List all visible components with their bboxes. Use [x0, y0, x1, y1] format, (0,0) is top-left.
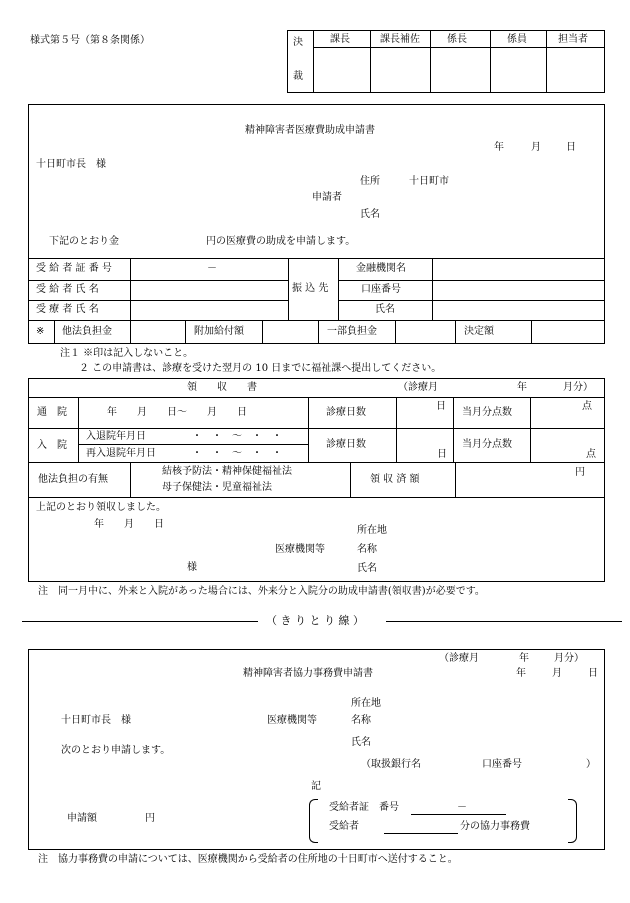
app2-cert-label: 受給者証 番号	[329, 802, 399, 813]
app1-address-value: 十日町市	[409, 176, 449, 187]
approval-col-tantosha: 担当者	[558, 34, 588, 45]
outpatient-point-unit: 点	[582, 401, 592, 412]
form-number: 様式第５号（第８条関係）	[30, 35, 150, 46]
approval-col-kachohosa: 課長補佐	[380, 34, 420, 45]
received-statement: 上記のとおり領収しました。	[36, 502, 166, 513]
inpatient-points-label: 当月分点数	[462, 439, 512, 450]
receipt-person-name-label: 氏名	[357, 563, 377, 574]
note-1: 注１ ※印は記入しないこと。	[60, 348, 194, 359]
recipient-id-dash: －	[207, 263, 217, 274]
outpatient-points-label: 当月分点数	[462, 407, 512, 418]
approval-col-kacho: 課長	[330, 34, 350, 45]
app2-bank-suffix: ）	[586, 759, 596, 770]
inpatient-days-label: 診療日数	[326, 439, 366, 450]
app1-request-suffix: 円の医療費の助成を申請します。	[206, 236, 356, 247]
app2-date-year: 年	[516, 668, 526, 679]
app2-period-month: 月分）	[554, 653, 584, 664]
other-law-label: 他法負担金	[62, 326, 112, 337]
app2-ki: 記	[311, 781, 321, 792]
readmission-date-label: 再入退院年月日	[86, 448, 156, 459]
cut-line-label: （ き り と り 線 ）	[266, 614, 364, 627]
outpatient-label: 通 院	[37, 407, 67, 418]
app2-bank-prefix: （取扱銀行名	[361, 759, 421, 770]
admission-date-label: 入退院年月日	[86, 431, 146, 442]
app2-account-label: 口座番号	[482, 759, 522, 770]
app1-addressee: 十日町市長 様	[36, 159, 106, 170]
bracket-right	[568, 799, 577, 843]
transfer-label: 振 込 先	[292, 283, 329, 294]
laws-line-2: 母子保健法・児童福祉法	[162, 482, 272, 493]
receipt-title: 領 収 書	[187, 382, 257, 393]
outpatient-days-label: 診療日数	[326, 407, 366, 418]
holder-name-label: 氏名	[375, 304, 395, 315]
approval-col-kakariin: 係員	[507, 34, 527, 45]
receipt-date: 年 月 日	[94, 519, 164, 530]
app1-date-year: 年	[494, 142, 504, 153]
app2-person-name-label: 氏名	[351, 737, 371, 748]
app1-date-month: 月	[531, 142, 541, 153]
inpatient-day-unit: 日	[437, 449, 447, 460]
readmission-date-value: ・ ・ ～ ・ ・	[192, 448, 282, 459]
app2-date-month: 月	[552, 668, 562, 679]
app2-period-prefix: （診療月	[439, 653, 479, 664]
app1-name-label: 氏名	[360, 209, 380, 220]
other-law-burden-label: 他法負担の有無	[38, 474, 108, 485]
app2-request-text: 次のとおり申請します。	[61, 745, 171, 756]
receipt-sama: 様	[187, 562, 197, 573]
receipt-period-month: 月分）	[563, 382, 593, 393]
admission-date-value: ・ ・ ～ ・ ・	[192, 431, 282, 442]
approval-col-kakaricho: 係長	[447, 34, 467, 45]
app2-recipient-label: 受給者	[329, 821, 359, 832]
receipt-facility-name-label: 名称	[357, 544, 377, 555]
bank-name-label: 金融機関名	[356, 263, 406, 274]
app1-applicant-label: 申請者	[312, 192, 342, 203]
received-amount-label: 領 収 済 額	[370, 474, 420, 485]
partial-payment-label: 一部負担金	[327, 326, 377, 337]
decision-amount-label: 決定額	[464, 326, 494, 337]
app2-date-day: 日	[588, 668, 598, 679]
recipient-name-label: 受 給 者 氏 名	[36, 284, 99, 295]
patient-name-label: 受 療 者 氏 名	[36, 304, 99, 315]
bracket-left	[309, 799, 318, 843]
account-number-label: 口座番号	[361, 284, 401, 295]
note-2: ２ この申請書は、診療を受けた翌月の 10 日までに福祉課へ提出してください。	[79, 363, 442, 374]
app1-title: 精神障害者医療費助成申請書	[245, 125, 375, 136]
receipt-period-year: 年	[517, 382, 527, 393]
receipt-footnote: 注 同一月中に、外来と入院があった場合には、外来分と入院分の助成申請書(領収書)が必要です。	[38, 586, 485, 597]
app2-footnote: 注 協力事務費の申請については、医療機関から受給者の住所地の十日町市へ送付すること。	[38, 854, 458, 865]
app2-cert-dash: －	[457, 802, 467, 813]
inpatient-point-unit: 点	[586, 449, 596, 460]
app2-title: 精神障害者協力事務費申請書	[243, 668, 373, 679]
approval-side-top: 決	[293, 37, 303, 48]
laws-line-1: 結核予防法・精神保健福祉法	[162, 466, 292, 477]
receipt-facility-label: 医療機関等	[275, 544, 325, 555]
additional-benefit-label: 附加給付額	[194, 326, 244, 337]
recipient-id-label: 受 給 者 証 番 号	[36, 263, 112, 274]
app1-request-prefix: 下記のとおり金	[49, 236, 119, 247]
app1-date-day: 日	[566, 142, 576, 153]
outpatient-day-unit: 日	[436, 401, 446, 412]
received-yen-unit: 円	[575, 467, 585, 478]
outpatient-dates: 年 月 日～ 月 日	[107, 407, 247, 418]
app2-location-label: 所在地	[351, 698, 381, 709]
app1-address-label: 住所	[360, 176, 380, 187]
app2-facility-name-label: 名称	[351, 715, 371, 726]
office-use-mark: ※	[36, 326, 45, 337]
receipt-period-prefix: （診療月	[398, 382, 438, 393]
inpatient-label: 入 院	[37, 440, 67, 451]
app2-addressee: 十日町市長 様	[61, 715, 131, 726]
app2-yen-unit: 円	[145, 813, 155, 824]
app2-facility-label: 医療機関等	[267, 715, 317, 726]
app2-amount-label: 申請額	[67, 813, 97, 824]
app2-period-year: 年	[519, 653, 529, 664]
receipt-location-label: 所在地	[357, 525, 387, 536]
approval-side-bottom: 裁	[293, 71, 303, 82]
app2-recipient-suffix: 分の協力事務費	[460, 821, 530, 832]
